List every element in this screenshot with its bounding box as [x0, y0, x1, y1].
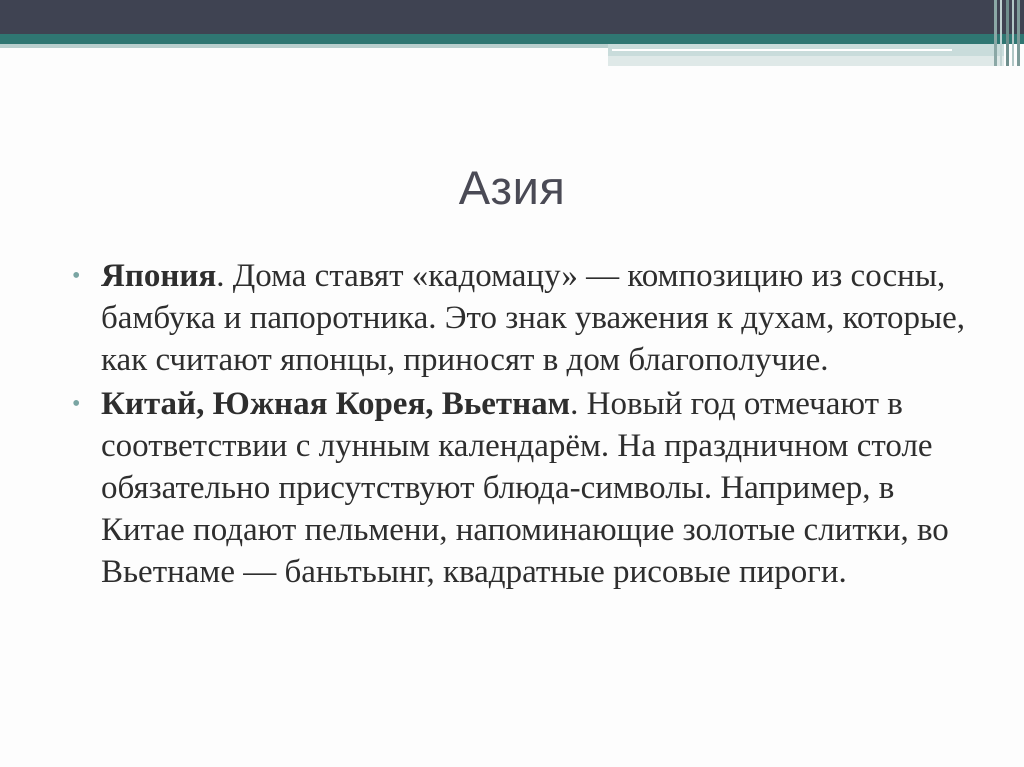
edge-stripe — [1012, 0, 1014, 66]
slide-title: Азия — [458, 161, 566, 214]
header-band-teal — [0, 34, 1024, 44]
bullet-icon: • — [72, 391, 81, 417]
header-band-grey — [0, 44, 608, 48]
header-band-line — [612, 49, 952, 51]
header-band-dark — [0, 0, 1024, 34]
edge-stripe — [1017, 0, 1020, 66]
bullet-icon: • — [72, 263, 81, 289]
header-band-light-lower — [608, 56, 1004, 66]
edge-stripe — [1000, 0, 1002, 66]
bullet-heading: Китай, Южная Корея, Вьетнам — [101, 386, 571, 422]
edge-stripe — [994, 0, 997, 66]
bullet-item-china-korea-vietnam — [68, 383, 968, 593]
bullet-text: . Новый год отмечают в соответствии с лунным календарём. На праздничном столе обязательно присутствуют блюда-символы. Например, в Китае подают пельмени, напоминающие золотые слитки, во Вьетнаме — баньтьынг, квадратные рисовые пироги. — [101, 386, 949, 590]
bullet-item-japan — [68, 255, 968, 381]
bullet-heading: Япония — [101, 258, 217, 294]
bullet-text: . Дома ставят «кадомацу» — композицию из сосны, бамбука и папоротника. Это знак уважения к духам, которые, как считают японцы, приносят в дом благополучие. — [101, 258, 966, 378]
edge-stripe — [1006, 0, 1009, 66]
slide-content — [68, 255, 968, 595]
